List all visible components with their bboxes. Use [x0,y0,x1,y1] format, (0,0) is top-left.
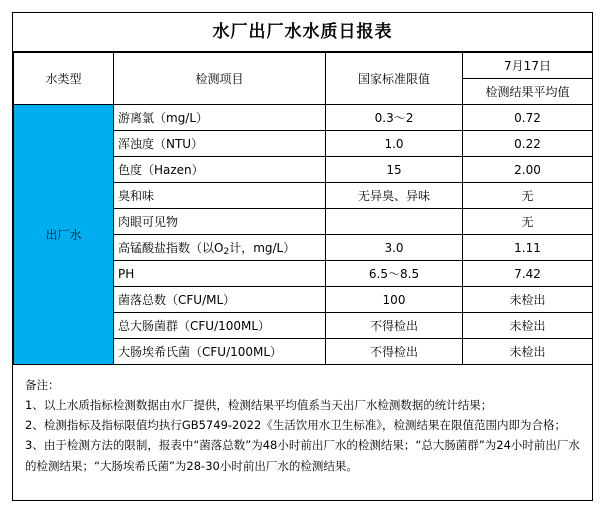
notes-heading: 备注： [25,378,60,392]
item-standard: 不得检出 [326,313,463,339]
note-item: 2、检测指标及指标限值均执行GB5749-2022《生活饮用水卫生标准》，检测结果在限值范围内即为合格； [25,418,567,433]
report-frame [12,12,593,501]
item-result: 未检出 [463,339,593,365]
item-result: 无 [463,209,593,235]
item-standard: 6.5～8.5 [326,261,463,287]
item-result: 未检出 [463,313,593,339]
page-title: 水厂出厂水水质日报表 [13,13,592,52]
water-quality-table [13,52,593,365]
item-name: 肉眼可见物 [114,209,326,235]
item-result: 未检出 [463,287,593,313]
item-name: 大肠埃希氏菌（CFU/100ML） [114,339,326,365]
table-row [14,105,593,131]
header-result-average: 检测结果平均值 [463,79,593,105]
item-name-pre: 高锰酸盐指数（以O [118,241,224,255]
item-name: 臭和味 [114,183,326,209]
header-date: 7月17日 [463,53,593,79]
item-name [114,235,326,261]
item-name: 浑浊度（NTU） [114,131,326,157]
item-standard: 不得检出 [326,339,463,365]
item-standard [326,209,463,235]
item-result: 0.22 [463,131,593,157]
item-name-subscript: 2 [223,247,230,257]
item-result: 0.72 [463,105,593,131]
header-national-standard: 国家标准限值 [326,53,463,105]
item-name: 菌落总数（CFU/ML） [114,287,326,313]
item-name-post: 计，mg/L） [229,241,296,255]
header-water-type: 水类型 [14,53,114,105]
item-name: 游离氯（mg/L） [114,105,326,131]
item-standard: 0.3～2 [326,105,463,131]
item-name: 色度（Hazen） [114,157,326,183]
water-type-cell: 出厂水 [14,105,114,365]
item-name: 总大肠菌群（CFU/100ML） [114,313,326,339]
item-name: PH [114,261,326,287]
item-result: 2.00 [463,157,593,183]
table-header-row [14,53,593,79]
item-standard: 1.0 [326,131,463,157]
note-item: 1、以上水质指标检测数据由水厂提供，检测结果平均值系当天出厂水检测数据的统计结果； [25,398,493,413]
item-standard: 无异臭、异味 [326,183,463,209]
notes-section [13,365,592,476]
item-standard: 100 [326,287,463,313]
item-result: 1.11 [463,235,593,261]
note-item: 3、由于检测方法的限制，报表中“菌落总数”为48小时前出厂水的检测结果；“总大肠菌群”为24小时前出厂水的检测结果；“大肠埃希氏菌”为28-30小时前出厂水的检测结果。 [25,438,580,473]
item-standard: 15 [326,157,463,183]
item-standard: 3.0 [326,235,463,261]
header-test-item: 检测项目 [114,53,326,105]
item-result: 7.42 [463,261,593,287]
item-result: 无 [463,183,593,209]
